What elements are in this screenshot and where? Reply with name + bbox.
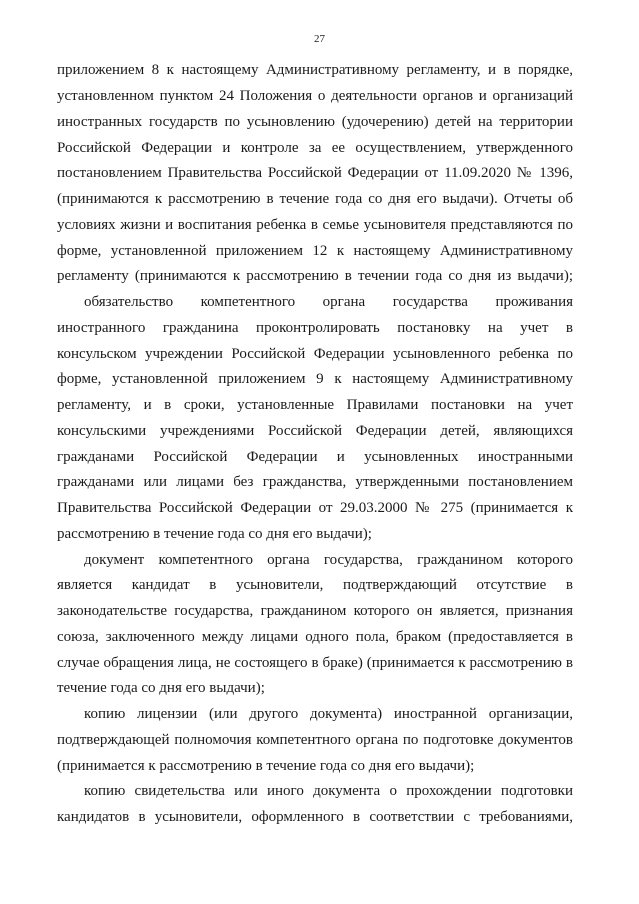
paragraph-first-line: копию свидетельства или иного документа о прохождении подготовки bbox=[84, 783, 573, 799]
text-line: законодательстве государства, гражданином которого он является, признания bbox=[57, 603, 573, 619]
text-line: постановлением Правительства Российской Федерации от 11.09.2020 № 1396, bbox=[57, 165, 573, 181]
paragraph-first-line: документ компетентного органа государства, гражданином которого bbox=[84, 552, 573, 568]
paragraph-last-line: течение года со дня его выдачи); bbox=[57, 680, 265, 696]
paragraph-first-line: копию лицензии (или другого документа) иностранной организации, bbox=[84, 706, 573, 722]
text-line: Правительства Российской Федерации от 29.03.2000 № 275 (принимается к bbox=[57, 500, 573, 516]
text-line: подтверждающей полномочия компетентного органа по подготовке документов bbox=[57, 732, 573, 748]
page-number: 27 bbox=[314, 33, 325, 45]
text-line: иностранного гражданина проконтролировать постановку на учет в bbox=[57, 320, 573, 336]
text-line: союза, заключенного между лицами одного пола, браком (предоставляется в bbox=[57, 629, 573, 645]
text-line: гражданами Российской Федерации и усыновленных иностранными bbox=[57, 449, 573, 465]
paragraph-first-line: обязательство компетентного органа государства проживания bbox=[84, 294, 573, 310]
text-line: случае обращения лица, не состоящего в браке) (принимается к рассмотрению в bbox=[57, 655, 573, 671]
text-line: форме, установленной приложением 9 к настоящему Административному bbox=[57, 371, 573, 387]
text-line: приложением 8 к настоящему Административному регламенту, и в порядке, bbox=[57, 62, 573, 78]
paragraph-last-line: (принимается к рассмотрению в течение года со дня его выдачи); bbox=[57, 758, 475, 774]
text-line: установленном пунктом 24 Положения о деятельности органов и организаций bbox=[57, 88, 573, 104]
text-line: (принимаются к рассмотрению в течение года со дня его выдачи). Отчеты об bbox=[57, 191, 573, 207]
text-line: регламенту (принимаются к рассмотрению в течении года со дня из выдачи); bbox=[57, 268, 573, 284]
text-line: гражданами или лицами без гражданства, утвержденными постановлением bbox=[57, 474, 573, 490]
paragraph-last-line: рассмотрению в течение года со дня его выдачи); bbox=[57, 526, 372, 542]
text-line: регламенту, и в сроки, установленные Правилами постановки на учет bbox=[57, 397, 573, 413]
text-line: консульскими учреждениями Российской Федерации детей, являющихся bbox=[57, 423, 573, 439]
text-line: условиях жизни и воспитания ребенка в семье усыновителя представляются по bbox=[57, 217, 573, 233]
text-line: иностранных государств по усыновлению (удочерению) детей на территории bbox=[57, 114, 573, 130]
text-line: Российской Федерации и контроле за ее осуществлением, утвержденного bbox=[57, 140, 573, 156]
text-line: консульском учреждении Российской Федерации усыновленного ребенка по bbox=[57, 346, 573, 362]
text-line: кандидатов в усыновители, оформленного в соответствии с требованиями, bbox=[57, 809, 573, 825]
text-line: форме, установленной приложением 12 к настоящему Административному bbox=[57, 243, 573, 259]
text-line: является кандидат в усыновители, подтверждающий отсутствие в bbox=[57, 577, 573, 593]
